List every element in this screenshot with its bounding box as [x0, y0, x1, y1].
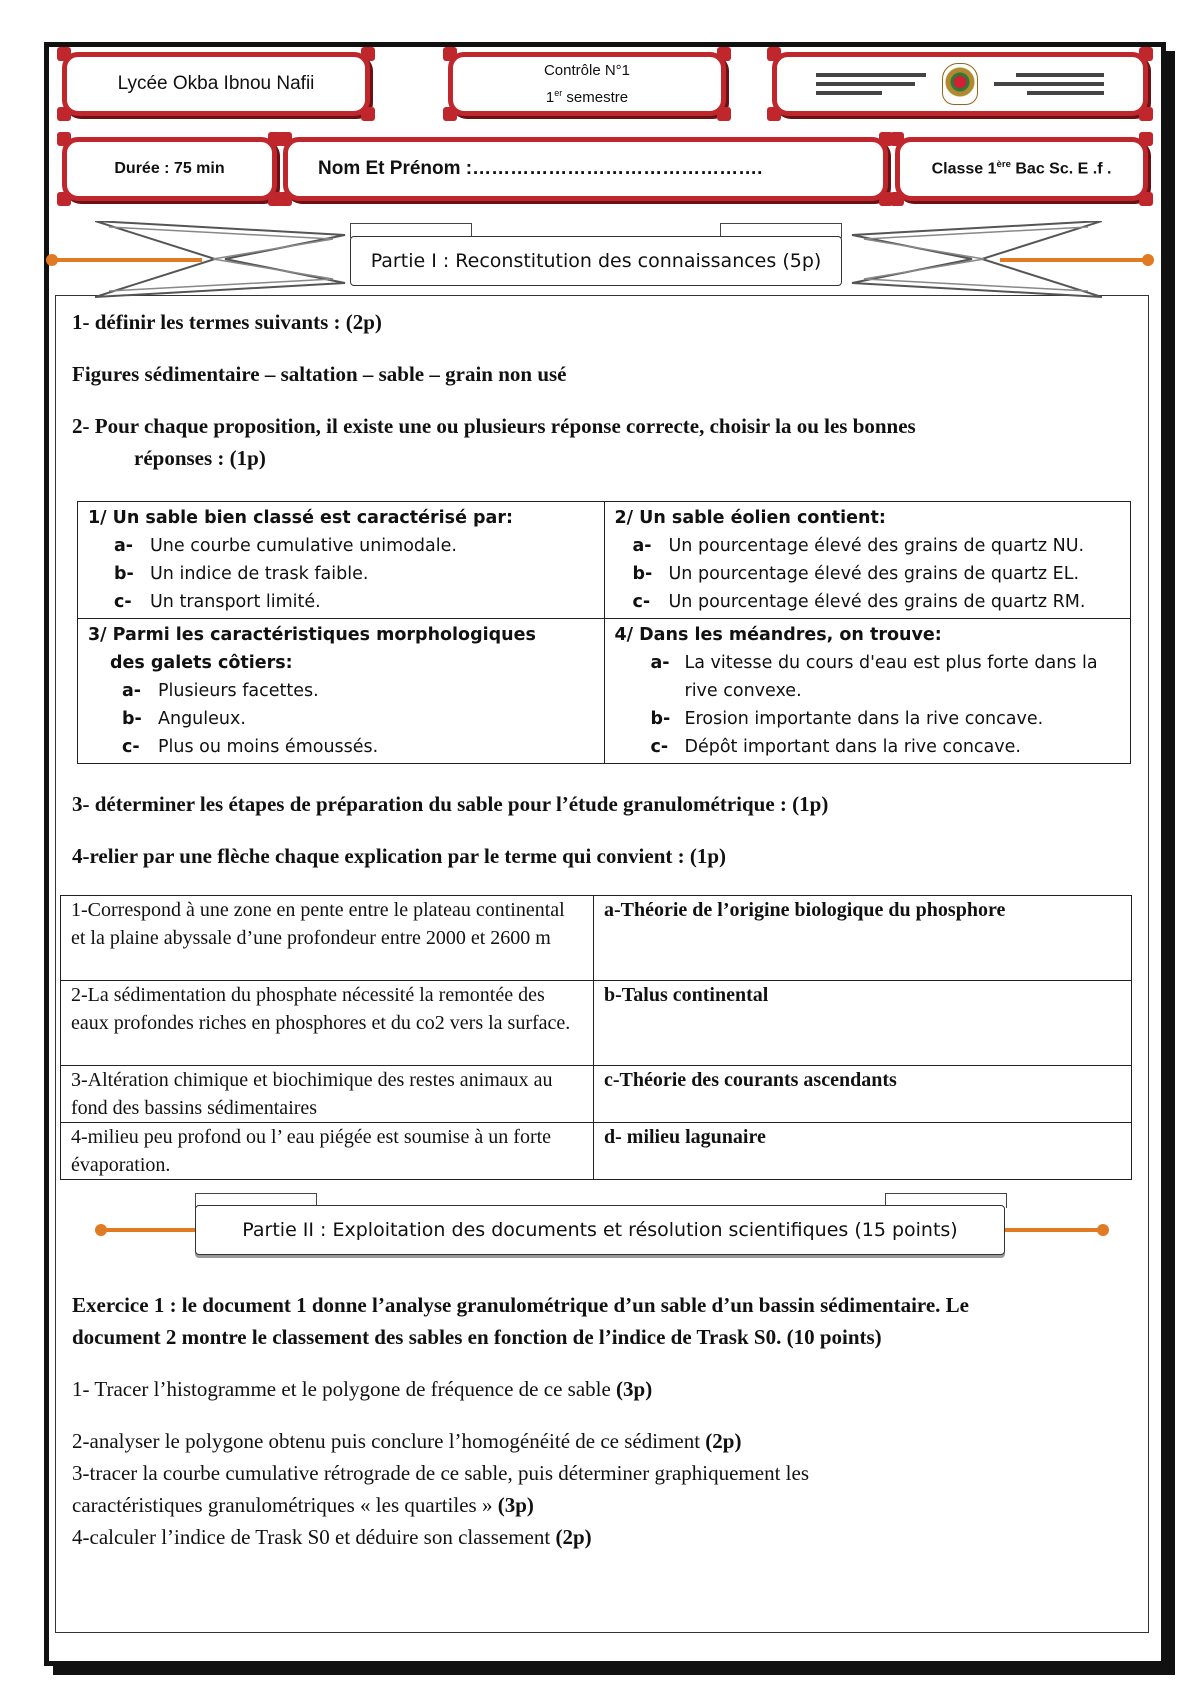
matching-term: a-Théorie de l’origine biologique du phosphore [594, 896, 1132, 981]
qcm-option[interactable]: c- Un transport limité. [114, 592, 321, 612]
qcm-option[interactable]: b- Un pourcentage élevé des grains de quartz EL. [632, 564, 1080, 584]
qcm-option[interactable]: a- La vitesse du cours d'eau est plus forte dans la rive convexe. [650, 653, 1098, 701]
qcm-option[interactable]: a- Une courbe cumulative unimodale. [114, 536, 457, 556]
matching-row [61, 1066, 1132, 1123]
matching-term: c-Théorie des courants ascendants [594, 1066, 1132, 1123]
right-ornament-bar-2 [1003, 1228, 1101, 1232]
right-ornament-dot-2 [1097, 1224, 1109, 1236]
left-ornament-bar-2 [101, 1228, 197, 1232]
qcm-table [77, 501, 1131, 764]
matching-row [61, 1123, 1132, 1180]
qcm-question-cont: des galets côtiers: [110, 653, 293, 673]
part1-q1-terms: Figures sédimentaire – saltation – sable – grain non usé [72, 362, 567, 386]
crest-icon [942, 63, 978, 105]
qcm-cell-4 [604, 619, 1131, 764]
name-field[interactable]: Nom Et Prénom :………………………………………. [318, 158, 763, 179]
qcm-question: 1/ Un sable bien classé est caractérisé par: [88, 508, 513, 528]
duration: Durée : 75 min [114, 160, 225, 177]
class-label: Classe 1ère Bac Sc. E .f . [931, 159, 1112, 178]
matching-row [61, 981, 1132, 1066]
part2-q4: 4-calculer l’indice de Trask S0 et déduire son classement (2p) [72, 1525, 592, 1549]
class-box [895, 137, 1148, 201]
qcm-cell-2 [604, 502, 1131, 619]
part2-q2: 2-analyser le polygone obtenu puis conclure l’homogénéité de ce sédiment (2p) [72, 1429, 742, 1453]
qcm-option[interactable]: b- Anguleux. [122, 709, 246, 729]
part1-q2-line2: réponses : (1p) [134, 446, 266, 470]
control-title: Contrôle N°1 [543, 61, 631, 79]
part2-title: Partie II : Exploitation des documents et résolution scientifiques (15 points) [195, 1205, 1005, 1255]
matching-row [61, 896, 1132, 981]
qcm-option[interactable]: c- Dépôt important dans la rive concave. [650, 737, 1021, 757]
matching-explanation: 1-Correspond à une zone en pente entre le plateau continental et la plaine abyssale d’une profondeur entre 2000 et 2600 m [61, 896, 594, 981]
qcm-question: 4/ Dans les méandres, on trouve: [614, 625, 942, 645]
part1-q3: 3- déterminer les étapes de préparation du sable pour l’étude granulométrique : (1p) [72, 792, 829, 816]
qcm-option[interactable]: b- Un indice de trask faible. [114, 564, 369, 584]
matching-term: b-Talus continental [594, 981, 1132, 1066]
qcm-cell-1 [78, 502, 605, 619]
qcm-option[interactable]: c- Un pourcentage élevé des grains de quartz RM. [632, 592, 1086, 612]
matching-term: d- milieu lagunaire [594, 1123, 1132, 1180]
duration-box [62, 137, 277, 201]
school-box [62, 52, 370, 116]
right-ornament-bar [1000, 258, 1146, 262]
part1-q2-line1: 2- Pour chaque proposition, il existe une ou plusieurs réponse correcte, choisir la ou les bonnes [72, 414, 916, 438]
part2-q3-line2: caractéristiques granulométriques « les quartiles » (3p) [72, 1493, 534, 1517]
school-name: Lycée Okba Ibnou Nafii [117, 73, 315, 94]
left-arrow-ornament [95, 221, 355, 301]
ministry-logo [816, 63, 1104, 105]
matching-table [60, 895, 1132, 1180]
ministry-logo-box [772, 52, 1148, 116]
semester: 1er semestre [545, 87, 629, 106]
qcm-option[interactable]: a- Un pourcentage élevé des grains de quartz NU. [632, 536, 1085, 556]
qcm-question: 2/ Un sable éolien contient: [614, 508, 886, 528]
qcm-cell-3 [78, 619, 605, 764]
right-ornament-dot [1142, 254, 1154, 266]
part1-q1: 1- définir les termes suivants : (2p) [72, 310, 382, 334]
exercise1-line1: Exercice 1 : le document 1 donne l’analyse granulométrique d’un sable d’un bassin sédimentaire. Le [72, 1293, 970, 1317]
matching-explanation: 3-Altération chimique et biochimique des restes animaux au fond des bassins sédimentaires [61, 1066, 594, 1123]
qcm-option[interactable]: b- Erosion importante dans la rive concave. [650, 709, 1044, 729]
qcm-question: 3/ Parmi les caractéristiques morphologiques [88, 625, 536, 645]
name-box[interactable] [283, 137, 888, 201]
qcm-option[interactable]: c- Plus ou moins émoussés. [122, 737, 379, 757]
exercise1-line2: document 2 montre le classement des sables en fonction de l’indice de Trask S0. (10 points) [72, 1325, 882, 1349]
matching-explanation: 2-La sédimentation du phosphate nécessité la remontée des eaux profondes riches en phosphores et du co2 vers la surface. [61, 981, 594, 1066]
part1-title: Partie I : Reconstitution des connaissances (5p) [350, 236, 842, 286]
part2-q3-line1: 3-tracer la courbe cumulative rétrograde de ce sable, puis déterminer graphiquement les [72, 1461, 809, 1485]
part2-q1: 1- Tracer l’histogramme et le polygone de fréquence de ce sable (3p) [72, 1377, 653, 1401]
matching-explanation: 4-milieu peu profond ou l’ eau piégée est soumise à un forte évaporation. [61, 1123, 594, 1180]
part1-q4: 4-relier par une flèche chaque explication par le terme qui convient : (1p) [72, 844, 727, 868]
control-box [448, 52, 726, 116]
qcm-option[interactable]: a- Plusieurs facettes. [122, 681, 319, 701]
